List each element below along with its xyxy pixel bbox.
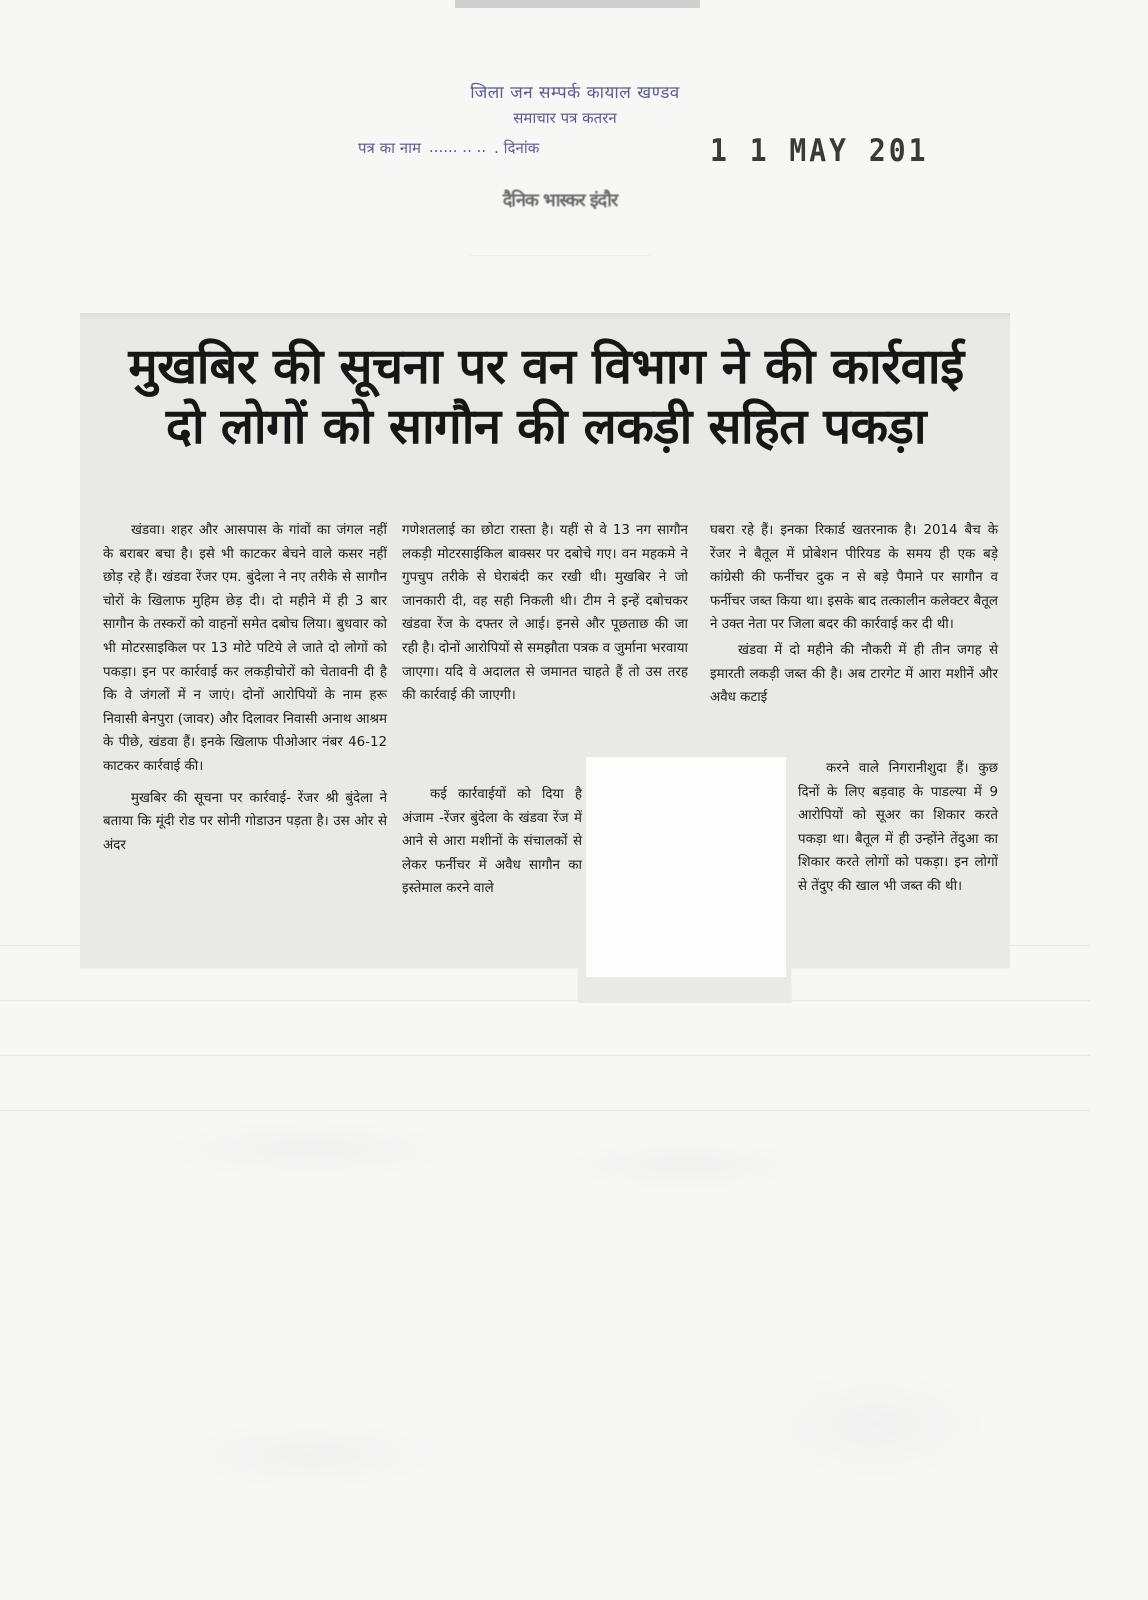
article-headline [86, 340, 1006, 454]
bleed-through-smudge [560, 1140, 810, 1190]
article-paragraph: मुखबिर की सूचना पर कार्रवाई- रेंजर श्री बुंदेला ने बताया कि मूंदी रोड पर सोनी गोडाउन पड़ता है। उस ओर से अंदर [103, 790, 387, 853]
article-paragraph: गणेशतलाई का छोटा रास्ता है। यहीं से वे 13 नग सागौन लकड़ी मोटरसाईकिल बाक्सर पर दबोचे गए। वन महकमे ने गुपचुप तरीके से घेराबंदी कर रखी थी। मुखबिर ने जो जानकारी दी, वह सही निकली थी। टीम ने इन्हें दबोचकर खंडवा रेंज के दफ्तर ले आई। इनसे और पूछताछ की जा रही है। दोनों आरोपियों से समझौता पत्रक व जुर्माना भरवाया जाएगा। यदि वे अदालत से जमानत चाहते हैं तो उस तरह की कार्रवाई की जाएगी। [402, 523, 688, 704]
blank-pasted-area [586, 757, 786, 977]
headline-line-2: दो लोगों को सागौन की लकड़ी सहित पकड़ा [165, 397, 927, 455]
article-paragraph: कई कार्रवाईयों को दिया है अंजाम -रेंजर बुंदेला के खंडवा रेंज में आने से आरा मशीनों के संचालकों से लेकर फर्नीचर में अवैध सागौन का इस्तेमाल करने वाले [402, 787, 582, 897]
bleed-through-line [0, 1055, 1090, 1056]
top-scan-band [455, 0, 700, 8]
article-paragraph: करने वाले निगरानीशुदा हैं। कुछ दिनों के लिए बड़वाह के पाडल्या में 9 आरोपियों को सूअर का शिकार करते पकड़ा था। बैतूल में ही उन्होंने तेंदुआ का शिकार करते लोगों को पकड़ा। इन लोगों से तेंदुए की खाल भी जब्त की थी। [798, 761, 998, 894]
clipping-edge-shadow [80, 313, 1010, 321]
bleed-through-line [0, 1110, 1090, 1111]
bleed-through-line [0, 1000, 1090, 1001]
article-paragraph: घबरा रहे हैं। इनका रिकार्ड खतरनाक है। 2014 बैच के रेंजर ने बैतूल में प्रोबेशन पीरियड के समय ही एक बड़े कांग्रेसी की फर्नीचर दुक न से बड़े पैमाने पर सागौन व फर्नीचर जब्त किया था। इसके बाद तत्कालीन कलेक्टर बैतूल ने उक्त नेता पर जिला बदर की कार्रवाई कर दी थी। [710, 523, 998, 633]
date-label: . दिनांक [494, 139, 540, 157]
source-newspaper-stamp: दैनिक भास्कर इंदौर [502, 190, 618, 211]
stamp-paper-name-row [358, 138, 688, 158]
article-paragraph: खंडवा। शहर और आसपास के गांवों का जंगल नहीं के बराबर बचा है। इसे भी काटकर बेचने वाले कसर नहीं छोड़ रहे हैं। खंडवा रेंजर एम. बुंदेला ने नए तरीके से सागौन चोरों के खिलाफ मुहिम छेड़ दी। दो महीने में ही 3 बार सागौन के तस्करों को वाहनों समेत दबोच लिया। बुधवार को भी मोटरसाइकिल पर 13 मोटे पटिये ले जाते दो लोगों को पकड़ा। इन पर कार्रवाई कर लकड़ीचोरों को चेतावनी दी है कि वे जंगलों में न जाएं। दोनों आरोपियों के नाम हरू निवासी बेनपुरा (जावर) और दिलावर निवासी अनाथ आश्रम के पीछे, खंडवा हैं। इनके खिलाफ पीओआर नंबर 46-12 काटकर कार्रवाई की। [103, 523, 387, 774]
bleed-through-smudge [180, 1420, 440, 1490]
article-column-3 [710, 519, 998, 710]
bleed-through-smudge [160, 1120, 460, 1180]
bleed-through-smudge [760, 1370, 990, 1480]
paper-name-dots: ...... .. .. [428, 138, 487, 156]
article-column-2 [402, 519, 688, 759]
article-column-1 [103, 519, 387, 857]
article-column-2-lower [402, 783, 582, 901]
headline-line-1: मुखबिर की सूचना पर वन विभाग ने की कार्रवाई [128, 338, 964, 395]
stamp-title: समाचार पत्र कतरन [513, 109, 617, 127]
stamp-office-name: जिला जन सम्पर्क कायाल खण्डव [470, 83, 680, 103]
article-paragraph: खंडवा में दो महीने की नौकरी में ही तीन जगह से इमारती लकड़ी जब्त की है। अब टारगेट में आरा मशीनें और अवैध कटाई [710, 642, 998, 706]
date-stamp: 1 1 MAY 201 [710, 132, 929, 169]
paper-name-label: पत्र का नाम [358, 139, 421, 157]
article-column-3-lower [798, 757, 998, 899]
bleed-through-line [470, 255, 650, 276]
